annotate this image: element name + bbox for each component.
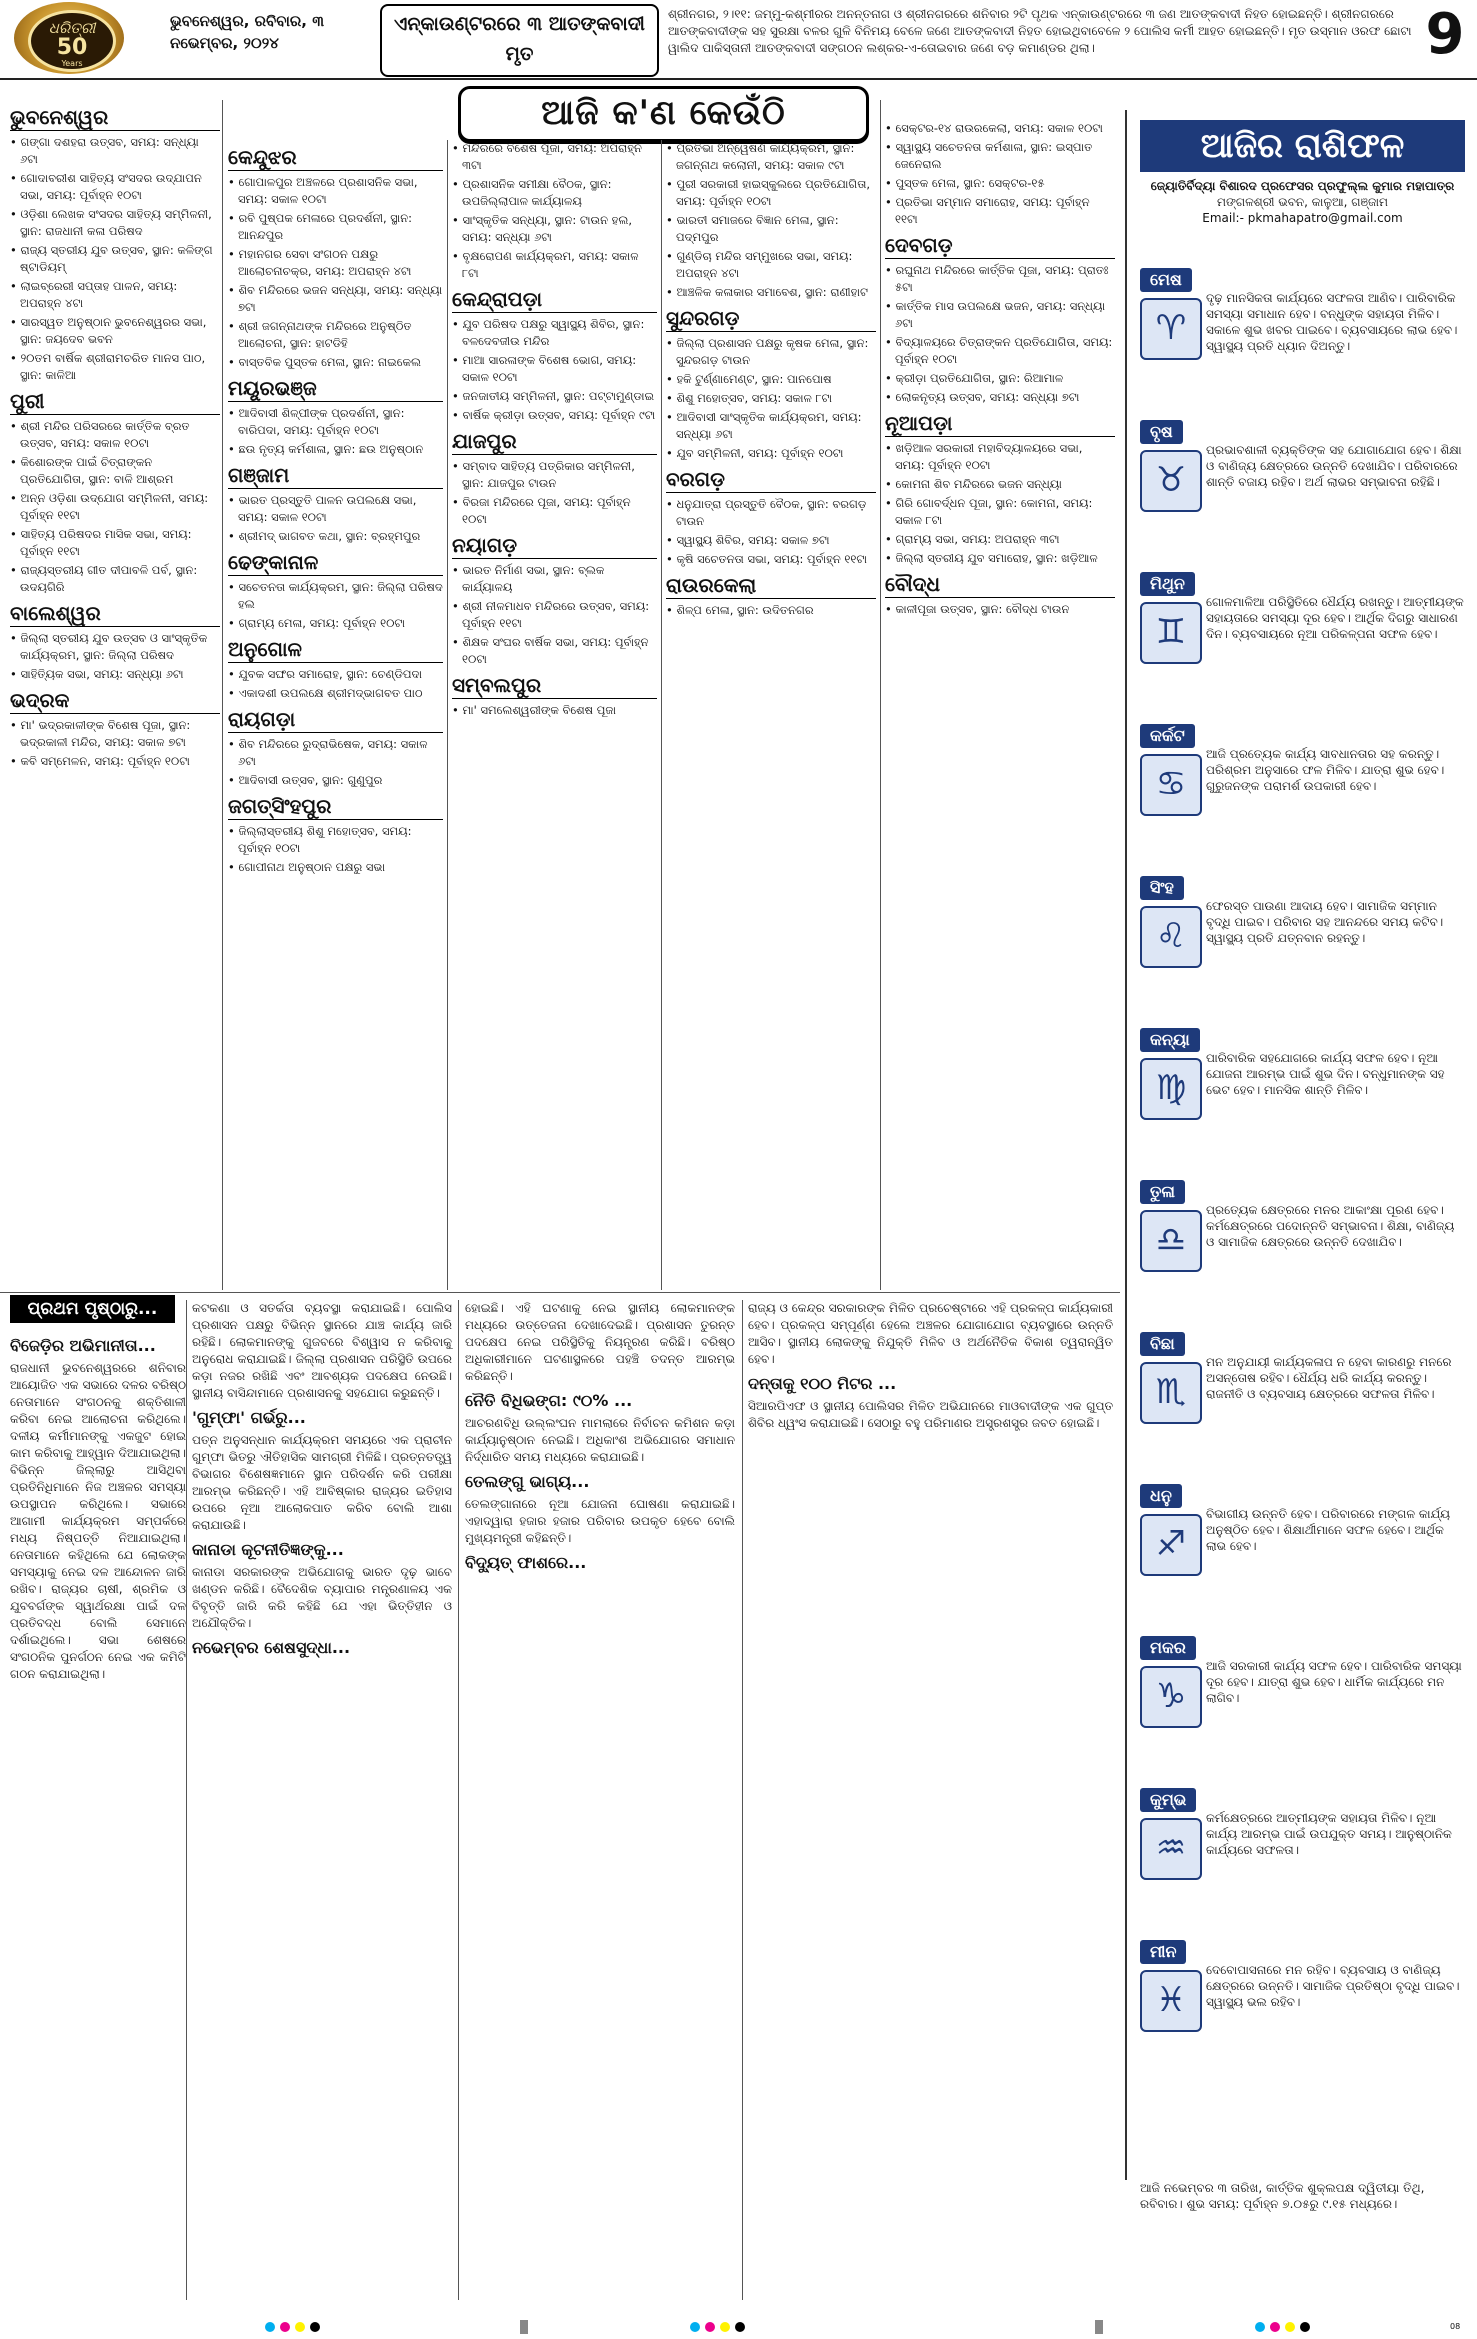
listing-item: • ଜନଜାତୀୟ ସମ୍ମିଳନୀ, ସ୍ଥାନ: ପଟ୍ଟାମୁଣ୍ଡାଇ	[452, 388, 657, 405]
region-heading: ଦେବଗଡ଼	[885, 232, 1115, 259]
news-column-2	[192, 1300, 452, 1662]
zodiac-name: କର୍କଟ	[1140, 724, 1195, 748]
listing-item: • ଗୋଦାବରୀଶ ସାହିତ୍ୟ ସଂସଦର ଉଦ୍‌ଯାପନ ସଭା, ସମୟ: ପୂର୍ବାହ୍ନ ୧୦ଟା	[10, 170, 220, 204]
dateline: ଭୁବନେଶ୍ୱର, ରବିବାର, ୩ ନଭେମ୍ବର, ୨୦୨୪	[170, 12, 324, 52]
region-heading: ସୁନ୍ଦରଗଡ଼	[666, 305, 876, 332]
listing-item: • ବିଦ୍ୟାଳୟରେ ଚିତ୍ରାଙ୍କନ ପ୍ରତିଯୋଗିତା, ସମୟ: ପୂର୍ବାହ୍ନ ୧୦ଟା	[885, 334, 1115, 368]
logo-name: ଧରିତ୍ରୀ	[48, 19, 96, 37]
headline-bidyut: ବିଦ୍ୟୁତ୍ ଫାଶରେ...	[465, 1553, 587, 1572]
listing-item: • ବୃକ୍ଷରୋପଣ କାର୍ଯ୍ୟକ୍ରମ, ସମୟ: ସକାଳ ୮ଟା	[452, 248, 657, 282]
zodiac-symbol-icon: ♉	[1140, 450, 1202, 512]
listing-item: • ବାର୍ଷିକ କ୍ରୀଡ଼ା ଉତ୍ସବ, ସମୟ: ପୂର୍ବାହ୍ନ ୯ଟା	[452, 407, 657, 424]
rashifal-title: ଆଜିର ରାଶିଫଳ	[1140, 120, 1465, 172]
listing-item: • ଆଞ୍ଚଳିକ କଳାକାର ସମାବେଶ, ସ୍ଥାନ: ରାଣୀହାଟ	[666, 284, 876, 301]
listing-item: • ଲୋକନୃତ୍ୟ ଉତ୍ସବ, ସମୟ: ସନ୍ଧ୍ୟା ୭ଟା	[885, 389, 1115, 406]
listing-column-4	[666, 140, 876, 621]
region-heading: ବରଗଡ଼	[666, 466, 876, 493]
region-heading: ନୟାଗଡ଼	[452, 532, 657, 559]
listing-item: • ସାରସ୍ୱତ ଅନୁଷ୍ଠାନ ଭୁବନେଶ୍ୱରର ସଭା, ସ୍ଥାନ: ଜୟଦେବ ଭବନ	[10, 314, 220, 348]
zodiac-sign	[1140, 572, 1465, 652]
zodiac-name: ସିଂହ	[1140, 876, 1184, 900]
zodiac-prediction: କର୍ମକ୍ଷେତ୍ରରେ ଆତ୍ମୀୟଙ୍କ ସହାୟତା ମିଳିବ। ନୂଆ କାର୍ଯ୍ୟ ଆରମ୍ଭ ପାଇଁ ଉପଯୁକ୍ତ ସମୟ। ଆନୁଷ୍ଠାନିକ କାର୍ଯ୍ୟରେ ସଫଳତା।	[1206, 1811, 1452, 1857]
listing-item: • ଖଡ଼ିଆଳ ସରକାରୀ ମହାବିଦ୍ୟାଳୟରେ ସଭା, ସମୟ: ପୂର୍ବାହ୍ନ ୧୦ଟା	[885, 440, 1115, 474]
listing-item: • ବାସ୍ତବିକ ପୁସ୍ତକ ମେଳା, ସ୍ଥାନ: ନାଇକେଲ	[228, 354, 443, 371]
listing-item: • କିଶୋରଙ୍କ ପାଇଁ ଚିତ୍ରାଙ୍କନ ପ୍ରତିଯୋଗିତା, ସ୍ଥାନ: ବାଳି ଆଶ୍ରମ	[10, 454, 220, 488]
listing-item: • ପ୍ରତିଭା ସମ୍ମାନ ସମାରୋହ, ସମୟ: ପୂର୍ବାହ୍ନ ୧୧ଟା	[885, 194, 1115, 228]
listing-item: • ଶିଳ୍ପ ମେଳା, ସ୍ଥାନ: ଉଦିତନଗର	[666, 602, 876, 619]
listing-item: • ମା' ଭଦ୍ରକାଳୀଙ୍କ ବିଶେଷ ପୂଜା, ସ୍ଥାନ: ଭଦ୍ରକାଳୀ ମନ୍ଦିର, ସମୟ: ସକାଳ ୭ଟା	[10, 717, 220, 751]
news-text: କାନାଡା ସରକାରଙ୍କ ଅଭିଯୋଗକୁ ଭାରତ ଦୃଢ଼ ଭାବେ ଖଣ୍ଡନ କରିଛି। ବୈଦେଶିକ ବ୍ୟାପାର ମନ୍ତ୍ରଣାଳୟ ଏକ ବିବୃତ୍ତି ଜାରି କରି କହିଛି ଯେ ଏହା ଭିତ୍ତିହୀନ ଓ ଅଯୌକ୍ତିକ।	[192, 1565, 452, 1630]
page-code: 08	[1450, 2322, 1461, 2331]
listing-item: • ଯୁବକ ସଙ୍ଘର ସମାରୋହ, ସ୍ଥାନ: ଚେଣ୍ଡିପଦା	[228, 666, 443, 683]
listing-item: • ସାଂସ୍କୃତିକ ସନ୍ଧ୍ୟା, ସ୍ଥାନ: ଟାଉନ ହଲ, ସମୟ: ସନ୍ଧ୍ୟା ୬ଟା	[452, 212, 657, 246]
region-heading: ନୂଆପଡ଼ା	[885, 410, 1115, 437]
region-heading: ଭଦ୍ରକ	[10, 687, 220, 714]
news-text: ଆଚରଣବିଧି ଉଲ୍ଲଂଘନ ମାମଲାରେ ନିର୍ବାଚନ କମିଶନ କଡ଼ା କାର୍ଯ୍ୟାନୁଷ୍ଠାନ ନେଇଛି। ଅଧିକାଂଶ ଅଭିଯୋଗର ସମାଧାନ ନିର୍ଦ୍ଧାରିତ ସମୟ ମଧ୍ୟରେ କରାଯାଇଛି।	[465, 1416, 735, 1464]
listing-item: • କାର୍ତ୍ତିକ ମାସ ଉପଲକ୍ଷେ ଭଜନ, ସମୟ: ସନ୍ଧ୍ୟା ୬ଟା	[885, 298, 1115, 332]
listing-item: • ରାଜ୍ୟ ସ୍ତରୀୟ ଯୁବ ଉତ୍ସବ, ସ୍ଥାନ: କଳିଙ୍ଗ ଷ୍ଟାଡିୟମ୍‌	[10, 242, 220, 276]
headline-niti-bidhi: ନୈତି ବିଧିଭଙ୍ଗ: ୯୦% ...	[465, 1391, 633, 1410]
zodiac-prediction: ଆଜି ସରକାରୀ କାର୍ଯ୍ୟ ସଫଳ ହେବ। ପାରିବାରିକ ସମସ୍ୟା ଦୂର ହେବ। ଯାତ୍ରା ଶୁଭ ହେବ। ଧାର୍ମିକ କାର୍ଯ୍ୟରେ ମନ ଲାଗିବ।	[1206, 1659, 1462, 1705]
zodiac-symbol-icon: ♌	[1140, 906, 1202, 968]
zodiac-name: ବିଛା	[1140, 1332, 1185, 1356]
listing-item: • ମାଆ ସାରଳାଙ୍କ ବିଶେଷ ଭୋଗ, ସମୟ: ସକାଳ ୧୦ଟା	[452, 352, 657, 386]
listing-item: • ସ୍ୱାସ୍ଥ୍ୟ ଶିବିର, ସମୟ: ସକାଳ ୭ଟା	[666, 532, 876, 549]
zodiac-prediction: ବିଭାଗୀୟ ଉନ୍ନତି ହେବ। ପରିବାରରେ ମଙ୍ଗଳ କାର୍ଯ୍ୟ ଅନୁଷ୍ଠିତ ହେବ। ଶିକ୍ଷାର୍ଥୀମାନେ ସଫଳ ହେବେ। ଆର୍ଥିକ ଲାଭ ହେବ।	[1206, 1507, 1451, 1553]
listing-item: • ଗୋପାଳପୁର ଅଞ୍ଚଳରେ ପ୍ରଶାସନିକ ସଭା, ସମୟ: ସକାଳ ୧୦ଟା	[228, 174, 443, 208]
listing-item: • ରଘୁନାଥ ମନ୍ଦିରରେ କାର୍ତ୍ତିକ ପୂଜା, ସମୟ: ପ୍ରାତଃ ୫ଟା	[885, 262, 1115, 296]
listing-item: • ଆଦିବାସୀ ଉତ୍ସବ, ସ୍ଥାନ: ଗୁଣୁପୁର	[228, 772, 443, 789]
listing-item: • ଗିରି ଗୋବର୍ଦ୍ଧନ ପୂଜା, ସ୍ଥାନ: କୋମନା, ସମୟ: ସକାଳ ୮ଟା	[885, 495, 1115, 529]
news-column-1	[10, 1330, 186, 1683]
headline-gumpha: 'ଗୁମ୍ଫା' ଗର୍ଭରୁ...	[192, 1408, 306, 1427]
zodiac-sign	[1140, 1028, 1465, 1108]
listing-column-2	[228, 140, 443, 878]
zodiac-symbol-icon: ♏	[1140, 1362, 1202, 1424]
region-heading: ମୟୂରଭଞ୍ଜ	[228, 375, 443, 402]
listing-item: • କ୍ରୀଡ଼ା ପ୍ରତିଯୋଗିତା, ସ୍ଥାନ: ରିଆମାଳ	[885, 370, 1115, 387]
zodiac-prediction: ପ୍ରତ୍ୟେକ କ୍ଷେତ୍ରରେ ମନର ଆକାଂକ୍ଷା ପୂରଣ ହେବ। କର୍ମକ୍ଷେତ୍ରରେ ପଦୋନ୍ନତି ସମ୍ଭାବନା। ଶିକ୍ଷା, ବାଣିଜ୍ୟ ଓ ସାମାଜିକ କ୍ଷେତ୍ରରେ ଉନ୍ନତି ଦେଖାଯିବ।	[1206, 1203, 1455, 1249]
listing-item: • ହକି ଟୁର୍ଣ୍ଣାମେଣ୍ଟ, ସ୍ଥାନ: ପାନପୋଷ	[666, 371, 876, 388]
listing-item: • ଶିକ୍ଷକ ସଂଘର ବାର୍ଷିକ ସଭା, ସମୟ: ପୂର୍ବାହ୍ନ ୧୦ଟା	[452, 634, 657, 668]
listing-item: • ପ୍ରଶାସନିକ ସମୀକ୍ଷା ବୈଠକ, ସ୍ଥାନ: ଉପଜିଲ୍ଲାପାଳ କାର୍ଯ୍ୟାଳୟ	[452, 176, 657, 210]
region-heading: ରାଉରକେଲା	[666, 572, 876, 599]
zodiac-sign	[1140, 724, 1465, 804]
astrologer-name: ଜ୍ୟୋତିର୍ବିଦ୍ୟା ବିଶାରଦ ପ୍ରଫେସର ପ୍ରଫୁଲ୍ଲ କୁମାର ମହାପାତ୍ର	[1150, 179, 1455, 193]
news-column-3	[465, 1300, 735, 1577]
zodiac-prediction: ପାରିବାରିକ ସହଯୋଗରେ କାର୍ଯ୍ୟ ସଫଳ ହେବ। ନୂଆ ଯୋଜନା ଆରମ୍ଭ ପାଇଁ ଶୁଭ ଦିନ। ବନ୍ଧୁମାନଙ୍କ ସହ ଭେଟ ହେବ। ମାନସିକ ଶାନ୍ତି ମିଳିବ।	[1206, 1051, 1445, 1097]
listing-item: • ସାହିତ୍ୟିକ ସଭା, ସମୟ: ସନ୍ଧ୍ୟା ୬ଟା	[10, 666, 220, 683]
headline-november: ନଭେମ୍ବର ଶେଷସୁଦ୍ଧା...	[192, 1638, 351, 1657]
prathama-prushtharu-label: ପ୍ରଥମ ପୃଷ୍ଠାରୁ...	[10, 1295, 175, 1323]
zodiac-symbol-icon: ♍	[1140, 1058, 1202, 1120]
zodiac-prediction: ଆଜି ପ୍ରତ୍ୟେକ କାର୍ଯ୍ୟ ସାବଧାନତାର ସହ କରନ୍ତୁ। ପରିଶ୍ରମ ଅନୁସାରେ ଫଳ ମିଳିବ। ଯାତ୍ରା ଶୁଭ ହେବ। ଗୁରୁଜନଙ୍କ ପରାମର୍ଶ ଉପକାରୀ ହେବ।	[1206, 747, 1445, 793]
region-heading: ବାଲେଶ୍ୱର	[10, 600, 220, 627]
panchang-text: ଆଜି ନଭେମ୍ବର ୩ ତାରିଖ, କାର୍ତ୍ତିକ ଶୁକ୍ଲପକ୍ଷ ଦ୍ୱିତୀୟା ତିଥି, ରବିବାର। ଶୁଭ ସମୟ: ପୂର୍ବାହ୍ନ ୭.୦୫ରୁ ୯.୧୫ ମଧ୍ୟରେ।	[1140, 2181, 1425, 2211]
listing-item: • ଜିଲ୍ଲା ସ୍ତରୀୟ ଯୁବ ଉତ୍ସବ ଓ ସାଂସ୍କୃତିକ କାର୍ଯ୍ୟକ୍ରମ, ସ୍ଥାନ: ଜିଲ୍ଲା ପରିଷଦ	[10, 630, 220, 664]
news-text: ତେଲଙ୍ଗାନାରେ ନୂଆ ଯୋଜନା ଘୋଷଣା କରାଯାଇଛି। ଏହାଦ୍ୱାରା ହଜାର ହଜାର ପରିବାର ଉପକୃତ ହେବେ ବୋଲି ମୁଖ୍ୟମନ୍ତ୍ରୀ କହିଛନ୍ତି।	[465, 1497, 735, 1545]
listing-item: • ସ୍ୱାସ୍ଥ୍ୟ ସଚେତନତା କର୍ମଶାଳା, ସ୍ଥାନ: ଇସ୍ପାତ ଜେନେରାଲ	[885, 139, 1115, 173]
zodiac-name: କନ୍ୟା	[1140, 1028, 1200, 1052]
news-text: ପତ୍ନ ଅନୁସନ୍ଧାନ କାର୍ଯ୍ୟକ୍ରମ ସମୟରେ ଏକ ପ୍ରାଚୀନ ଗୁମ୍ଫା ଭିତରୁ ଐତିହାସିକ ସାମଗ୍ରୀ ମିଳିଛି। ପ୍ରତ୍ନତତ୍ତ୍ୱ ବିଭାଗର ବିଶେଷଜ୍ଞମାନେ ସ୍ଥାନ ପରିଦର୍ଶନ କରି ପରୀକ୍ଷା ଆରମ୍ଭ କରିଛନ୍ତି। ଏହି ଆବିଷ୍କାର ରାଜ୍ୟର ଇତିହାସ ଉପରେ ନୂଆ ଆଲୋକପାତ କରିବ ବୋଲି ଆଶା କରାଯାଉଛି।	[192, 1433, 452, 1532]
listing-item: • କବି ସମ୍ମେଳନ, ସମୟ: ପୂର୍ବାହ୍ନ ୧୦ଟା	[10, 753, 220, 770]
listing-item: • ସଚେତନତା କାର୍ଯ୍ୟକ୍ରମ, ସ୍ଥାନ: ଜିଲ୍ଲା ପରିଷଦ ହଲ	[228, 579, 443, 613]
listing-column-3	[452, 140, 657, 721]
news-text: ସିଆରପିଏଫ ଓ ସ୍ଥାନୀୟ ପୋଲିସର ମିଳିତ ଅଭିଯାନରେ ମାଓବାଦୀଙ୍କ ଏକ ଗୁପ୍ତ ଶିବିର ଧ୍ୱଂସ କରାଯାଇଛି। ସେଠାରୁ ବହୁ ପରିମାଣର ଅସ୍ତ୍ରଶସ୍ତ୍ର ଜବତ ହୋଇଛି।	[748, 1399, 1113, 1430]
listing-item: • ଜିଲ୍ଲାସ୍ତରୀୟ ଶିଶୁ ମହୋତ୍ସବ, ସମୟ: ପୂର୍ବାହ୍ନ ୧୦ଟା	[228, 823, 443, 857]
listing-item: • ଓଡ଼ିଶା ଲେଖକ ସଂସଦର ସାହିତ୍ୟ ସମ୍ମିଳନୀ, ସ୍ଥାନ: ରାଜଧାନୀ କଳା ପରିଷଦ	[10, 206, 220, 240]
listing-item: • ବିରଜା ମନ୍ଦିରରେ ପୂଜା, ସମୟ: ପୂର୍ବାହ୍ନ ୧୦ଟା	[452, 494, 657, 528]
listing-item: • ଗଙ୍ଗା ଦଶହରା ଉତ୍ସବ, ସମୟ: ସନ୍ଧ୍ୟା ୬ଟା	[10, 134, 220, 168]
zodiac-symbol-icon: ♓	[1140, 1970, 1202, 2032]
listing-item: • ଶ୍ରୀ ଜଗନ୍ନାଥଙ୍କ ମନ୍ଦିରରେ ଅନୁଷ୍ଠିତ ଆଲୋଚନା, ସ୍ଥାନ: ହାଟଡିହି	[228, 318, 443, 352]
aji-kana-kenthi-banner: ଆଜି କ'ଣ କେଉଁଠି	[458, 86, 869, 142]
listing-item: • କୋମନା ଶିବ ମନ୍ଦିରରେ ଭଜନ ସନ୍ଧ୍ୟା	[885, 476, 1115, 493]
listing-item: • ଶ୍ରୀ ମନ୍ଦିର ପରିସରରେ କାର୍ତ୍ତିକ ବ୍ରତ ଉତ୍ସବ, ସମୟ: ସକାଳ ୧୦ଟା	[10, 418, 220, 452]
region-heading: ଅନୁଗୋଳ	[228, 636, 443, 663]
listing-item: • ଶିବ ମନ୍ଦିରରେ ରୁଦ୍ରାଭିଷେକ, ସମୟ: ସକାଳ ୬ଟା	[228, 736, 443, 770]
listing-item: • ମହାନଗର ସେବା ସଂଗଠନ ପକ୍ଷରୁ ଆଲୋଚନାଚକ୍ର, ସମୟ: ଅପରାହ୍ନ ୪ଟା	[228, 246, 443, 280]
zodiac-symbol-icon: ♒	[1140, 1818, 1202, 1880]
zodiac-prediction: ଫେରସ୍ତ ପାଉଣା ଆଦାୟ ହେବ। ସାମାଜିକ ସମ୍ମାନ ବୃଦ୍ଧି ପାଇବ। ପରିବାର ସହ ଆନନ୍ଦରେ ସମୟ କଟିବ। ସ୍ୱାସ୍ଥ୍ୟ ପ୍ରତି ଯତ୍ନବାନ ରହନ୍ତୁ।	[1206, 899, 1444, 945]
zodiac-symbol-icon: ♐	[1140, 1514, 1202, 1576]
listing-item: • ପୁସ୍ତକ ମେଳା, ସ୍ଥାନ: ସେକ୍ଟର-୧୫	[885, 175, 1115, 192]
listing-item: • ପୁରୀ ସରକାରୀ ହାଇସ୍କୁଲରେ ପ୍ରତିଯୋଗିତା, ସମୟ: ପୂର୍ବାହ୍ନ ୧୦ଟା	[666, 176, 876, 210]
zodiac-sign	[1140, 1788, 1465, 1868]
zodiac-symbol-icon: ♋	[1140, 754, 1202, 816]
listing-item: • ଲାଇବ୍ରେରୀ ସପ୍ତାହ ପାଳନ, ସମୟ: ଅପରାହ୍ନ ୪ଟା	[10, 278, 220, 312]
zodiac-prediction: ଦେବୋପାସନାରେ ମନ ରହିବ। ବ୍ୟବସାୟ ଓ ବାଣିଜ୍ୟ କ୍ଷେତ୍ରରେ ଉନ୍ନତି। ସାମାଜିକ ପ୍ରତିଷ୍ଠା ବୃଦ୍ଧି ପାଇବ। ସ୍ୱାସ୍ଥ୍ୟ ଭଲ ରହିବ।	[1206, 1963, 1460, 2009]
listing-item: • ଜିଲ୍ଲା ପ୍ରଶାସନ ପକ୍ଷରୁ କୃଷକ ମେଳା, ସ୍ଥାନ: ସୁନ୍ଦରଗଡ଼ ଟାଉନ	[666, 335, 876, 369]
listing-item: • ଯୁବ ପରିଷଦ ପକ୍ଷରୁ ସ୍ୱାସ୍ଥ୍ୟ ଶିବିର, ସ୍ଥାନ: ବଳଦେବଜୀଉ ମନ୍ଦିର	[452, 316, 657, 350]
region-heading: ଯାଜପୁର	[452, 428, 657, 455]
region-heading: କେନ୍ଦ୍ରାପଡ଼ା	[452, 286, 657, 313]
zodiac-sign	[1140, 268, 1465, 353]
listing-item: • ରବି ପୁଷ୍ପକ ମେଳାରେ ପ୍ରଦର୍ଶନୀ, ସ୍ଥାନ: ଆନନ୍ଦପୁର	[228, 210, 443, 244]
region-heading: ବୌଦ୍ଧ	[885, 571, 1115, 598]
zodiac-prediction: ମନ ଅନୁଯାୟୀ କାର୍ଯ୍ୟକଳାପ ନ ହେବା କାରଣରୁ ମନରେ ଅସନ୍ତୋଷ ରହିବ। ଧୈର୍ଯ୍ୟ ଧରି କାର୍ଯ୍ୟ କରନ୍ତୁ। ରାଜନୀତି ଓ ବ୍ୟବସାୟ କ୍ଷେତ୍ରରେ ସଫଳତା ମିଳିବ।	[1206, 1355, 1452, 1401]
astrologer-email: Email:- pkmahapatro@gmail.com	[1202, 211, 1403, 225]
zodiac-symbol-icon: ♊	[1140, 602, 1202, 664]
listing-item: • ଗ୍ରାମ୍ୟ ମେଳା, ସମୟ: ପୂର୍ବାହ୍ନ ୧୦ଟା	[228, 615, 443, 632]
listing-item: • ଭାରତ ପ୍ରସ୍ତୁତି ପାଳନ ଉପଲକ୍ଷେ ସଭା, ସମୟ: ସକାଳ ୧୦ଟା	[228, 492, 443, 526]
zodiac-name: ମେଷ	[1140, 268, 1192, 292]
logo-sub: Years	[61, 59, 83, 68]
zodiac-prediction: ପ୍ରଭାବଶାଳୀ ବ୍ୟକ୍ତିଙ୍କ ସହ ଯୋଗାଯୋଗ ହେବ। ଶିକ୍ଷା ଓ ବାଣିଜ୍ୟ କ୍ଷେତ୍ରରେ ଉନ୍ନତି ଦେଖାଯିବ। ପରିବାରରେ ଶାନ୍ତି ବଜାୟ ରହିବ। ଅର୍ଥ ଲାଭର ସମ୍ଭାବନା ରହିଛି।	[1206, 443, 1462, 489]
zodiac-sign	[1140, 1940, 1465, 2020]
zodiac-sign	[1140, 1636, 1465, 1716]
zodiac-symbol-icon: ♑	[1140, 1666, 1202, 1728]
listing-item: • ଶ୍ରୀ ନୀଳମାଧବ ମନ୍ଦିରରେ ଉତ୍ସବ, ସମୟ: ପୂର୍ବାହ୍ନ ୧୧ଟା	[452, 598, 657, 632]
astrologer-address: ମଙ୍ଗଳଶ୍ରୀ ଭବନ, କାଳୁଆ, ଗଞ୍ଜାମ	[1217, 195, 1388, 209]
zodiac-prediction: ଦୃଢ଼ ମାନସିକତା କାର୍ଯ୍ୟରେ ସଫଳତା ଆଣିବ। ପାରିବାରିକ ସମସ୍ୟା ସମାଧାନ ହେବ। ବନ୍ଧୁଙ୍କ ସହାୟତା ମିଳିବ। ସକାଳେ ଶୁଭ ଖବର ପାଇବେ। ବ୍ୟବସାୟରେ ଲାଭ ହେବ। ସ୍ୱାସ୍ଥ୍ୟ ପ୍ରତି ଧ୍ୟାନ ଦିଅନ୍ତୁ।	[1206, 291, 1458, 353]
news-text: ହୋଇଛି। ଏହି ଘଟଣାକୁ ନେଇ ସ୍ଥାନୀୟ ଲୋକମାନଙ୍କ ମଧ୍ୟରେ ଉତ୍ତେଜନା ଦେଖାଦେଇଛି। ପ୍ରଶାସନ ତୁରନ୍ତ ପଦକ୍ଷେପ ନେଇ ପରିସ୍ଥିତିକୁ ନିୟନ୍ତ୍ରଣ କରିଛି। ବରିଷ୍ଠ ଅଧିକାରୀମାନେ ଘଟଣାସ୍ଥଳରେ ପହଞ୍ଚି ତଦନ୍ତ ଆରମ୍ଭ କରିଛନ୍ତି।	[465, 1301, 735, 1383]
listing-item: • ଗୋପୀନାଥ ଅନୁଷ୍ଠାନ ପକ୍ଷରୁ ସଭା	[228, 859, 443, 876]
zodiac-name: ମିଥୁନ	[1140, 572, 1195, 596]
headline-dantaku: ଦନ୍ତାକୁ ୧୦୦ ମିଟର ...	[748, 1374, 897, 1393]
logo-years: 50	[56, 35, 88, 60]
listing-item: • ଗୁଣ୍ଡିଚା ମନ୍ଦିର ସମ୍ମୁଖରେ ସଭା, ସମୟ: ଅପରାହ୍ନ ୪ଟା	[666, 248, 876, 282]
news-column-4	[748, 1300, 1113, 1432]
zodiac-symbol-icon: ♎	[1140, 1210, 1202, 1272]
listing-item: • ରାଜ୍ୟସ୍ତରୀୟ ଗୀତ ଦୀପାବଳି ପର୍ବ, ସ୍ଥାନ: ଉଦୟଗିରି	[10, 562, 220, 596]
zodiac-name: କୁମ୍ଭ	[1140, 1788, 1196, 1812]
listing-item: • ଶ୍ରୀମଦ୍‌ ଭାଗବତ କଥା, ସ୍ଥାନ: ବ୍ରହ୍ମପୁର	[228, 528, 443, 545]
listing-item: • ଜିଲ୍ଲା ସ୍ତରୀୟ ଯୁବ ସମାରୋହ, ସ୍ଥାନ: ଖଡ଼ିଆଳ	[885, 550, 1115, 567]
listing-item: • ମନ୍ଦିରରେ ବିଶେଷ ପୂଜା, ସମୟ: ଅପରାହ୍ନ ୩ଟା	[452, 140, 657, 174]
zodiac-name: ବୃଷ	[1140, 420, 1183, 444]
region-heading: କେନ୍ଦୁଝର	[228, 144, 443, 171]
listing-item: • ଛଉ ନୃତ୍ୟ କର୍ମଶାଳା, ସ୍ଥାନ: ଛଉ ଅନୁଷ୍ଠାନ	[228, 441, 443, 458]
top-headline: ଏନ୍‌କାଉଣ୍ଟରରେ ୩ ଆତଙ୍କବାଦୀ ମୃତ	[380, 4, 659, 77]
listing-item: • ମା' ସମଲେଶ୍ୱରୀଙ୍କ ବିଶେଷ ପୂଜା	[452, 702, 657, 719]
zodiac-sign	[1140, 1180, 1465, 1260]
top-story: ଶ୍ରୀନଗର, ୨।୧୧: ଜମ୍ମୁ-କଶ୍ମୀରର ଅନନ୍ତନାଗ ଓ ଶ୍ରୀନଗରରେ ଶନିବାର ୨ଟି ପୃଥକ ଏନ୍‌କାଉଣ୍ଟରରେ ୩ ଜଣ ଆତଙ୍କବାଦୀ ନିହତ ହୋଇଛନ୍ତି। ଶ୍ରୀନଗରରେ ଆତଙ୍କବାଦୀଙ୍କ ସହ ସୁରକ୍ଷା ବଳର ଗୁଳି ବିନିମୟ ବେଳେ ଜଣେ ଆତଙ୍କବାଦୀ ନିହତ ହୋଇଥିବାବେଳେ ୨ ପୋଲିସ କର୍ମୀ ଆହତ ହୋଇଛନ୍ତି। ମୃତ ଉସ୍ମାନ ଓରଫ ଛୋଟା ୱାଲିଦ ପାକିସ୍ତାନୀ ଆତଙ୍କବାଦୀ ସଙ୍ଗଠନ ଲଶ୍କର-ଏ-ତୋଇବାର ଜଣେ ବଡ଼ କମାଣ୍ଡର ଥିଲା।	[668, 7, 1412, 55]
news-text: ରାଜ୍ୟ ଓ କେନ୍ଦ୍ର ସରକାରଙ୍କ ମିଳିତ ପ୍ରଚେଷ୍ଟାରେ ଏହି ପ୍ରକଳ୍ପ କାର୍ଯ୍ୟକାରୀ ହେବ। ପ୍ରକଳ୍ପ ସମ୍ପୂର୍ଣ୍ଣ ହେଲେ ଅଞ୍ଚଳର ଯୋଗାଯୋଗ ବ୍ୟବସ୍ଥାରେ ଉନ୍ନତି ଆସିବ। ସ୍ଥାନୀୟ ଲୋକଙ୍କୁ ନିଯୁକ୍ତି ମିଳିବ ଓ ଅର୍ଥନୈତିକ ବିକାଶ ତ୍ୱରାନ୍ୱିତ ହେବ।	[748, 1301, 1113, 1366]
listing-item: • ୨୦ତମ ବାର୍ଷିକ ଶ୍ରୀରାମଚରିତ ମାନସ ପାଠ, ସ୍ଥାନ: କାଳିଆ	[10, 350, 220, 384]
listing-item: • ଶିଶୁ ମହୋତ୍ସବ, ସମୟ: ସକାଳ ୮ଟା	[666, 390, 876, 407]
listing-item: • ସମ୍ବାଦ ସାହିତ୍ୟ ପତ୍ରିକାର ସମ୍ମିଳନୀ, ସ୍ଥାନ: ଯାଜପୁର ଟାଉନ	[452, 458, 657, 492]
zodiac-symbol-icon: ♈	[1140, 298, 1202, 360]
zodiac-sign	[1140, 420, 1465, 500]
zodiac-sign	[1140, 876, 1465, 956]
listing-item: • ଯୁବ ସମ୍ମିଳନୀ, ସମୟ: ପୂର୍ବାହ୍ନ ୧୦ଟା	[666, 445, 876, 462]
headline-telangu: ତେଲଙ୍ଗୁ ଭାଗ୍ୟ...	[465, 1472, 590, 1491]
zodiac-sign	[1140, 1332, 1465, 1412]
listing-item: • ଗ୍ରାମ୍ୟ ସଭା, ସମୟ: ଅପରାହ୍ନ ୩ଟା	[885, 531, 1115, 548]
news-text: କଟକଣା ଓ ସତର୍କତା ବ୍ୟବସ୍ଥା କରାଯାଇଛି। ପୋଲିସ ପ୍ରଶାସନ ପକ୍ଷରୁ ବିଭିନ୍ନ ସ୍ଥାନରେ ଯାଞ୍ଚ କାର୍ଯ୍ୟ ଜାରି ରହିଛି। ଲୋକମାନଙ୍କୁ ଗୁଜବରେ ବିଶ୍ୱାସ ନ କରିବାକୁ ଅନୁରୋଧ କରାଯାଇଛି। ଜିଲ୍ଲା ପ୍ରଶାସନ ପରିସ୍ଥିତି ଉପରେ କଡ଼ା ନଜର ରଖିଛି ଏବଂ ଆବଶ୍ୟକ ପଦକ୍ଷେପ ନେଉଛି। ସ୍ଥାନୀୟ ବାସିନ୍ଦାମାନେ ପ୍ରଶାସନକୁ ସହଯୋଗ କରୁଛନ୍ତି।	[192, 1301, 452, 1400]
listing-item: • ଆଦିବାସୀ ଶିଳ୍ପୀଙ୍କ ପ୍ରଦର୍ଶନୀ, ସ୍ଥାନ: ବାରିପଦା, ସମୟ: ପୂର୍ବାହ୍ନ ୧୦ଟା	[228, 405, 443, 439]
listing-item: • ଭାରତ ନିର୍ମାଣ ସଭା, ସ୍ଥାନ: ବ୍ଲକ କାର୍ଯ୍ୟାଳୟ	[452, 562, 657, 596]
zodiac-name: ମୀନ	[1140, 1940, 1186, 1964]
region-heading: ରାୟଗଡ଼ା	[228, 706, 443, 733]
listing-column-5	[885, 120, 1115, 620]
logo-badge	[28, 10, 116, 72]
region-heading: ପୁରୀ	[10, 388, 220, 415]
listing-item: • ସାହିତ୍ୟ ପରିଷଦର ମାସିକ ସଭା, ସମୟ: ପୂର୍ବାହ୍ନ ୧୧ଟା	[10, 526, 220, 560]
region-heading: ଜଗତ୍‌ସିଂହପୁର	[228, 793, 443, 820]
page-number: 9	[1425, 2, 1465, 67]
news-text: ରାଜଧାନୀ ଭୁବନେଶ୍ୱରରେ ଶନିବାର ଆୟୋଜିତ ଏକ ସଭାରେ ଦଳର ବରିଷ୍ଠ ନେତାମାନେ ସଂଗଠନକୁ ଶକ୍ତିଶାଳୀ କରିବା ନେଇ ଆଲୋଚନା କରିଥିଲେ। ଦଳୀୟ କର୍ମୀମାନଙ୍କୁ ଏକଜୁଟ ହୋଇ କାମ କରିବାକୁ ଆହ୍ୱାନ ଦିଆଯାଇଥିଲା। ବିଭିନ୍ନ ଜିଲ୍ଲାରୁ ଆସିଥିବା ପ୍ରତିନିଧିମାନେ ନିଜ ଅଞ୍ଚଳର ସମସ୍ୟା ଉପସ୍ଥାପନ କରିଥିଲେ। ସଭାରେ ଆଗାମୀ କାର୍ଯ୍ୟକ୍ରମ ସମ୍ପର୍କରେ ମଧ୍ୟ ନିଷ୍ପତ୍ତି ନିଆଯାଇଥିଲା। ନେତାମାନେ କହିଥିଲେ ଯେ ଲୋକଙ୍କ ସମସ୍ୟାକୁ ନେଇ ଦଳ ଆନ୍ଦୋଳନ ଜାରି ରଖିବ। ରାଜ୍ୟର ଚାଷୀ, ଶ୍ରମିକ ଓ ଯୁବବର୍ଗଙ୍କ ସ୍ୱାର୍ଥରକ୍ଷା ପାଇଁ ଦଳ ପ୍ରତିବଦ୍ଧ ବୋଲି ସେମାନେ ଦର୍ଶାଇଥିଲେ। ସଭା ଶେଷରେ ସଂଗଠନିକ ପୁନର୍ଗଠନ ନେଇ ଏକ କମିଟି ଗଠନ କରାଯାଇଥିଲା।	[10, 1361, 186, 1681]
region-heading: ଭୁବନେଶ୍ୱର	[10, 104, 220, 131]
listing-item: • ଶିବ ମନ୍ଦିରରେ ଭଜନ ସନ୍ଧ୍ୟା, ସମୟ: ସନ୍ଧ୍ୟା ୭ଟା	[228, 282, 443, 316]
listing-item: • ଧନୁଯାତ୍ରା ପ୍ରସ୍ତୁତି ବୈଠକ, ସ୍ଥାନ: ବରଗଡ଼ ଟାଉନ	[666, 496, 876, 530]
region-heading: ସମ୍ବଲପୁର	[452, 672, 657, 699]
zodiac-name: ତୁଳା	[1140, 1180, 1185, 1204]
listing-item: • ଅନ୍ନ ଓଡ଼ିଶା ଉଦ୍‌ଯୋଗ ସମ୍ମିଳନୀ, ସମୟ: ପୂର୍ବାହ୍ନ ୧୧ଟା	[10, 490, 220, 524]
astrologer-info	[1140, 178, 1465, 226]
listing-item: • ପ୍ରତିଭା ଅନ୍ୱେଷଣ କାର୍ଯ୍ୟକ୍ରମ, ସ୍ଥାନ: ଜଗନ୍ନାଥ କଲୋନୀ, ସମୟ: ସକାଳ ୯ଟା	[666, 140, 876, 174]
zodiac-prediction: ଗୋଳମାଳିଆ ପରିସ୍ଥିତିରେ ଧୈର୍ଯ୍ୟ ରଖନ୍ତୁ। ଆତ୍ମୀୟଙ୍କ ସହାୟତାରେ ସମସ୍ୟା ଦୂର ହେବ। ଆର୍ଥିକ ଦିଗରୁ ସାଧାରଣ ଦିନ। ବ୍ୟବସାୟରେ ନୂଆ ପରିକଳ୍ପନା ସଫଳ ହେବ।	[1206, 595, 1464, 641]
listing-item: • ଏକାଦଶୀ ଉପଲକ୍ଷେ ଶ୍ରୀମଦ୍‌ଭାଗବତ ପାଠ	[228, 685, 443, 702]
listing-item: • କୃଷି ସଚେତନତା ସଭା, ସମୟ: ପୂର୍ବାହ୍ନ ୧୧ଟା	[666, 551, 876, 568]
region-heading: ଢେଙ୍କାନାଳ	[228, 549, 443, 576]
listing-column-1	[10, 100, 220, 772]
listing-item: • ଭାରତୀ ସମାଜରେ ବିଜ୍ଞାନ ମେଳା, ସ୍ଥାନ: ପଦ୍ମପୁର	[666, 212, 876, 246]
listing-item: • ଆଦିବାସୀ ସାଂସ୍କୃତିକ କାର୍ଯ୍ୟକ୍ରମ, ସମୟ: ସନ୍ଧ୍ୟା ୬ଟା	[666, 409, 876, 443]
headline-canada: କାନାଡା କୂଟନୀତିଜ୍ଞଙ୍କୁ...	[192, 1540, 344, 1559]
region-heading: ଗଞ୍ଜାମ	[228, 462, 443, 489]
zodiac-sign	[1140, 1484, 1465, 1564]
headline-bjd: ବିଜେଡ଼ିର ଅଭିମାନୀତା...	[10, 1336, 156, 1355]
zodiac-name: ମକର	[1140, 1636, 1196, 1660]
zodiac-name: ଧନୁ	[1140, 1484, 1182, 1508]
listing-item: • କାଳୀପୂଜା ଉତ୍ସବ, ସ୍ଥାନ: ବୌଦ୍ଧ ଟାଉନ	[885, 601, 1115, 618]
listing-item: • ସେକ୍ଟର-୧୪ ରାଉରକେଲା, ସମୟ: ସକାଳ ୧୦ଟା	[885, 120, 1115, 137]
